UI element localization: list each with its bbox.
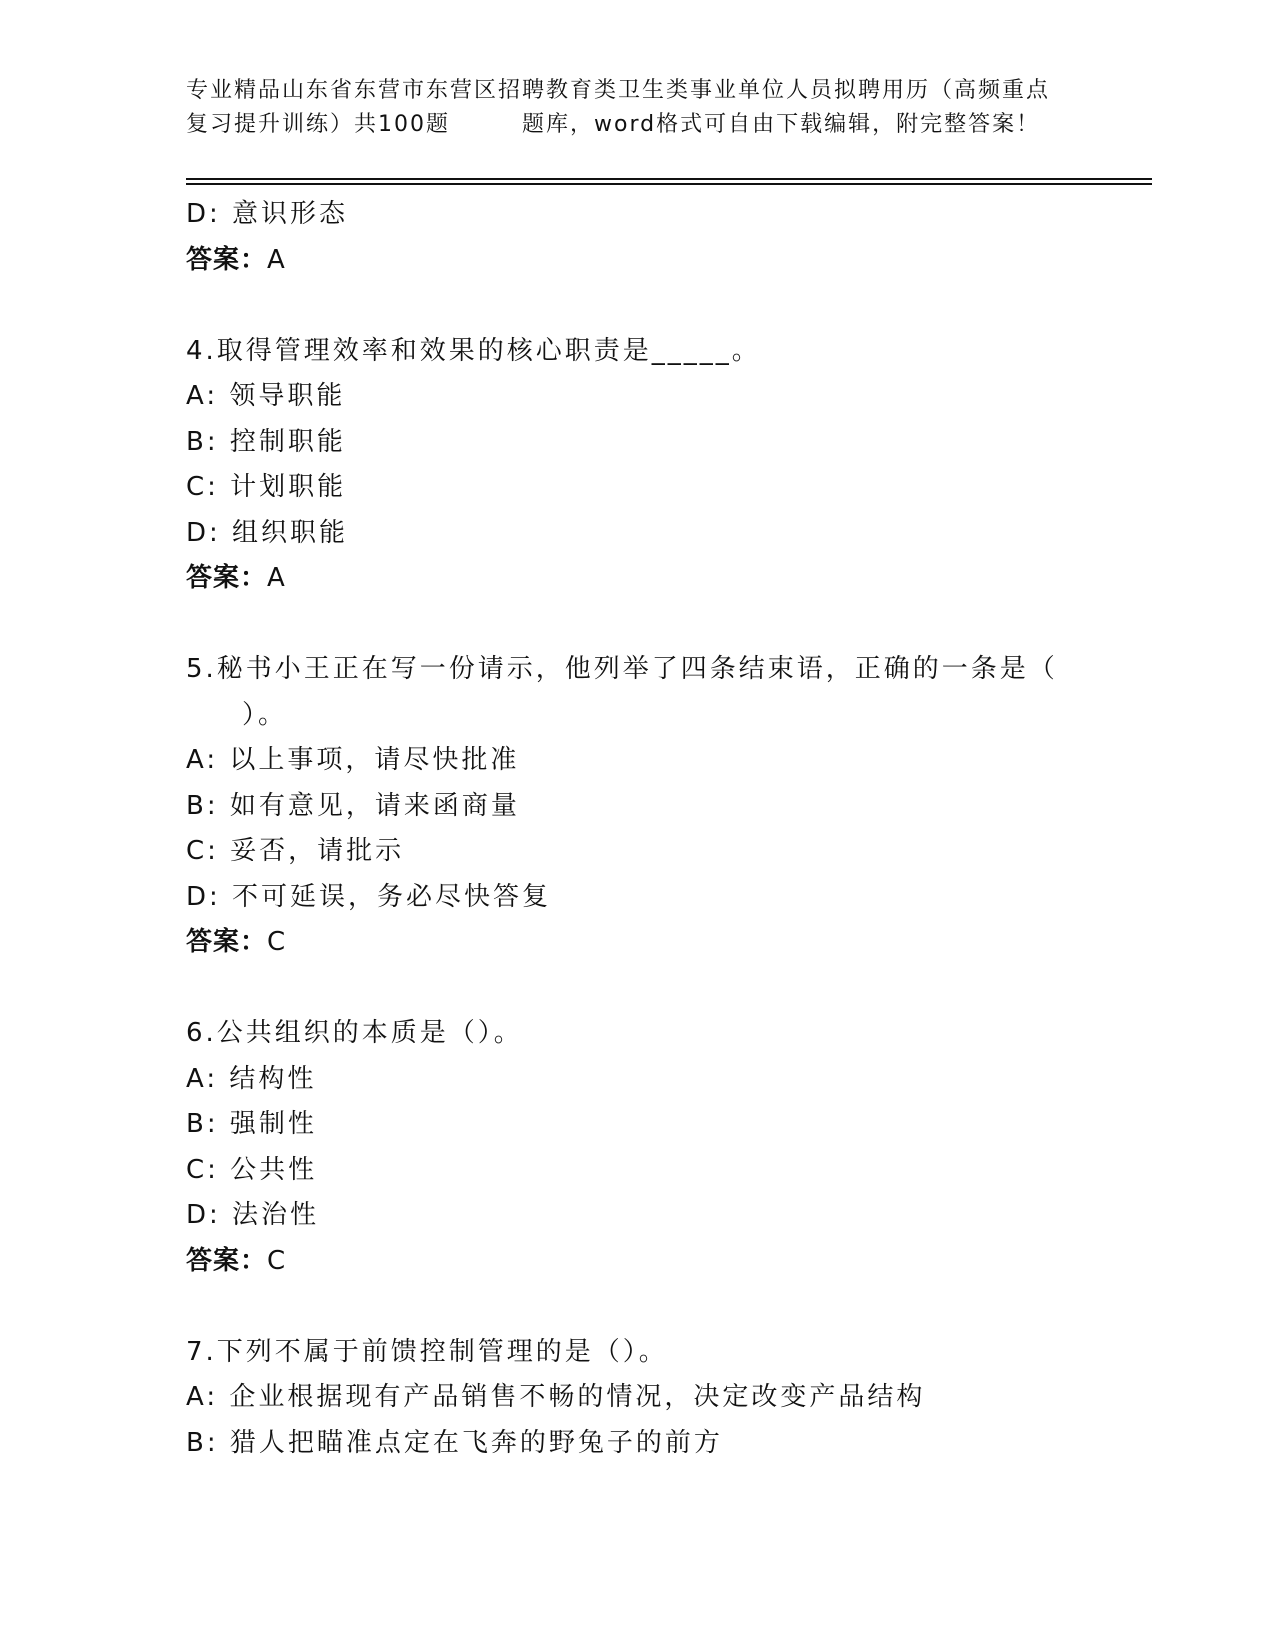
question-7 (186, 1330, 1086, 1467)
spacer (186, 1284, 1086, 1330)
question-3-tail (186, 192, 1086, 283)
answer-value: A (267, 563, 288, 593)
answer-label: 答案： (186, 927, 268, 957)
question-text: 4.取得管理效率和效果的核心职责是_____。 (186, 335, 761, 366)
answer-label: 答案： (186, 563, 268, 593)
option-a: A: 结构性 (186, 1063, 317, 1094)
option-a: A: 企业根据现有产品销售不畅的情况，决定改变产品结构 (186, 1382, 926, 1412)
answer-line (186, 556, 1086, 602)
question-list (186, 192, 1086, 1466)
header-divider-top (186, 178, 1152, 180)
option-c: C: 妥否，请批示 (186, 836, 405, 866)
spacer (186, 966, 1086, 1012)
option-b: B: 如有意见，请来函商量 (186, 790, 520, 821)
option-d: D: 法治性 (186, 1200, 320, 1230)
option-d: D: 不可延误，务必尽快答复 (186, 881, 552, 912)
option-b: B: 强制性 (186, 1109, 317, 1139)
answer-line (186, 238, 1086, 284)
question-4 (186, 329, 1086, 602)
option-c: C: 计划职能 (186, 472, 347, 502)
question-text-continued: ）。 (242, 699, 288, 730)
answer-value: C (267, 927, 289, 957)
header-line-2: 复习提升训练）共100题 题库，word格式可自由下载编辑，附完整答案！ (186, 112, 1041, 137)
spacer (186, 283, 1086, 329)
option-c: C: 公共性 (186, 1154, 318, 1185)
answer-line (186, 1239, 1086, 1285)
spacer (186, 602, 1086, 648)
option-b: B: 控制职能 (186, 426, 346, 457)
question-6 (186, 1011, 1086, 1284)
option-b: B: 猎人把瞄准点定在飞奔的野兔子的前方 (186, 1427, 723, 1458)
question-text: 5.秘书小王正在写一份请示，他列举了四条结束语，正确的一条是（ (186, 654, 1058, 684)
answer-label: 答案： (186, 1245, 268, 1276)
answer-line (186, 920, 1086, 966)
question-text: 6.公共组织的本质是（）。 (186, 1018, 523, 1048)
header-divider-bottom (186, 183, 1152, 185)
answer-value: C (267, 1245, 289, 1276)
option-a: A: 以上事项，请尽快批准 (186, 745, 520, 775)
question-text: 7.下列不属于前馈控制管理的是（）。 (186, 1336, 668, 1367)
document-header (186, 74, 1086, 142)
answer-value: A (267, 244, 288, 275)
header-line-1: 专业精品山东省东营市东营区招聘教育类卫生类事业单位人员拟聘用历（高频重点 (186, 78, 1051, 103)
option-a: A: 领导职能 (186, 381, 346, 411)
question-5 (186, 647, 1086, 966)
answer-label: 答案： (186, 244, 268, 275)
option-d: D: 组织职能 (186, 517, 349, 548)
option-d: D: 意识形态 (186, 199, 349, 229)
